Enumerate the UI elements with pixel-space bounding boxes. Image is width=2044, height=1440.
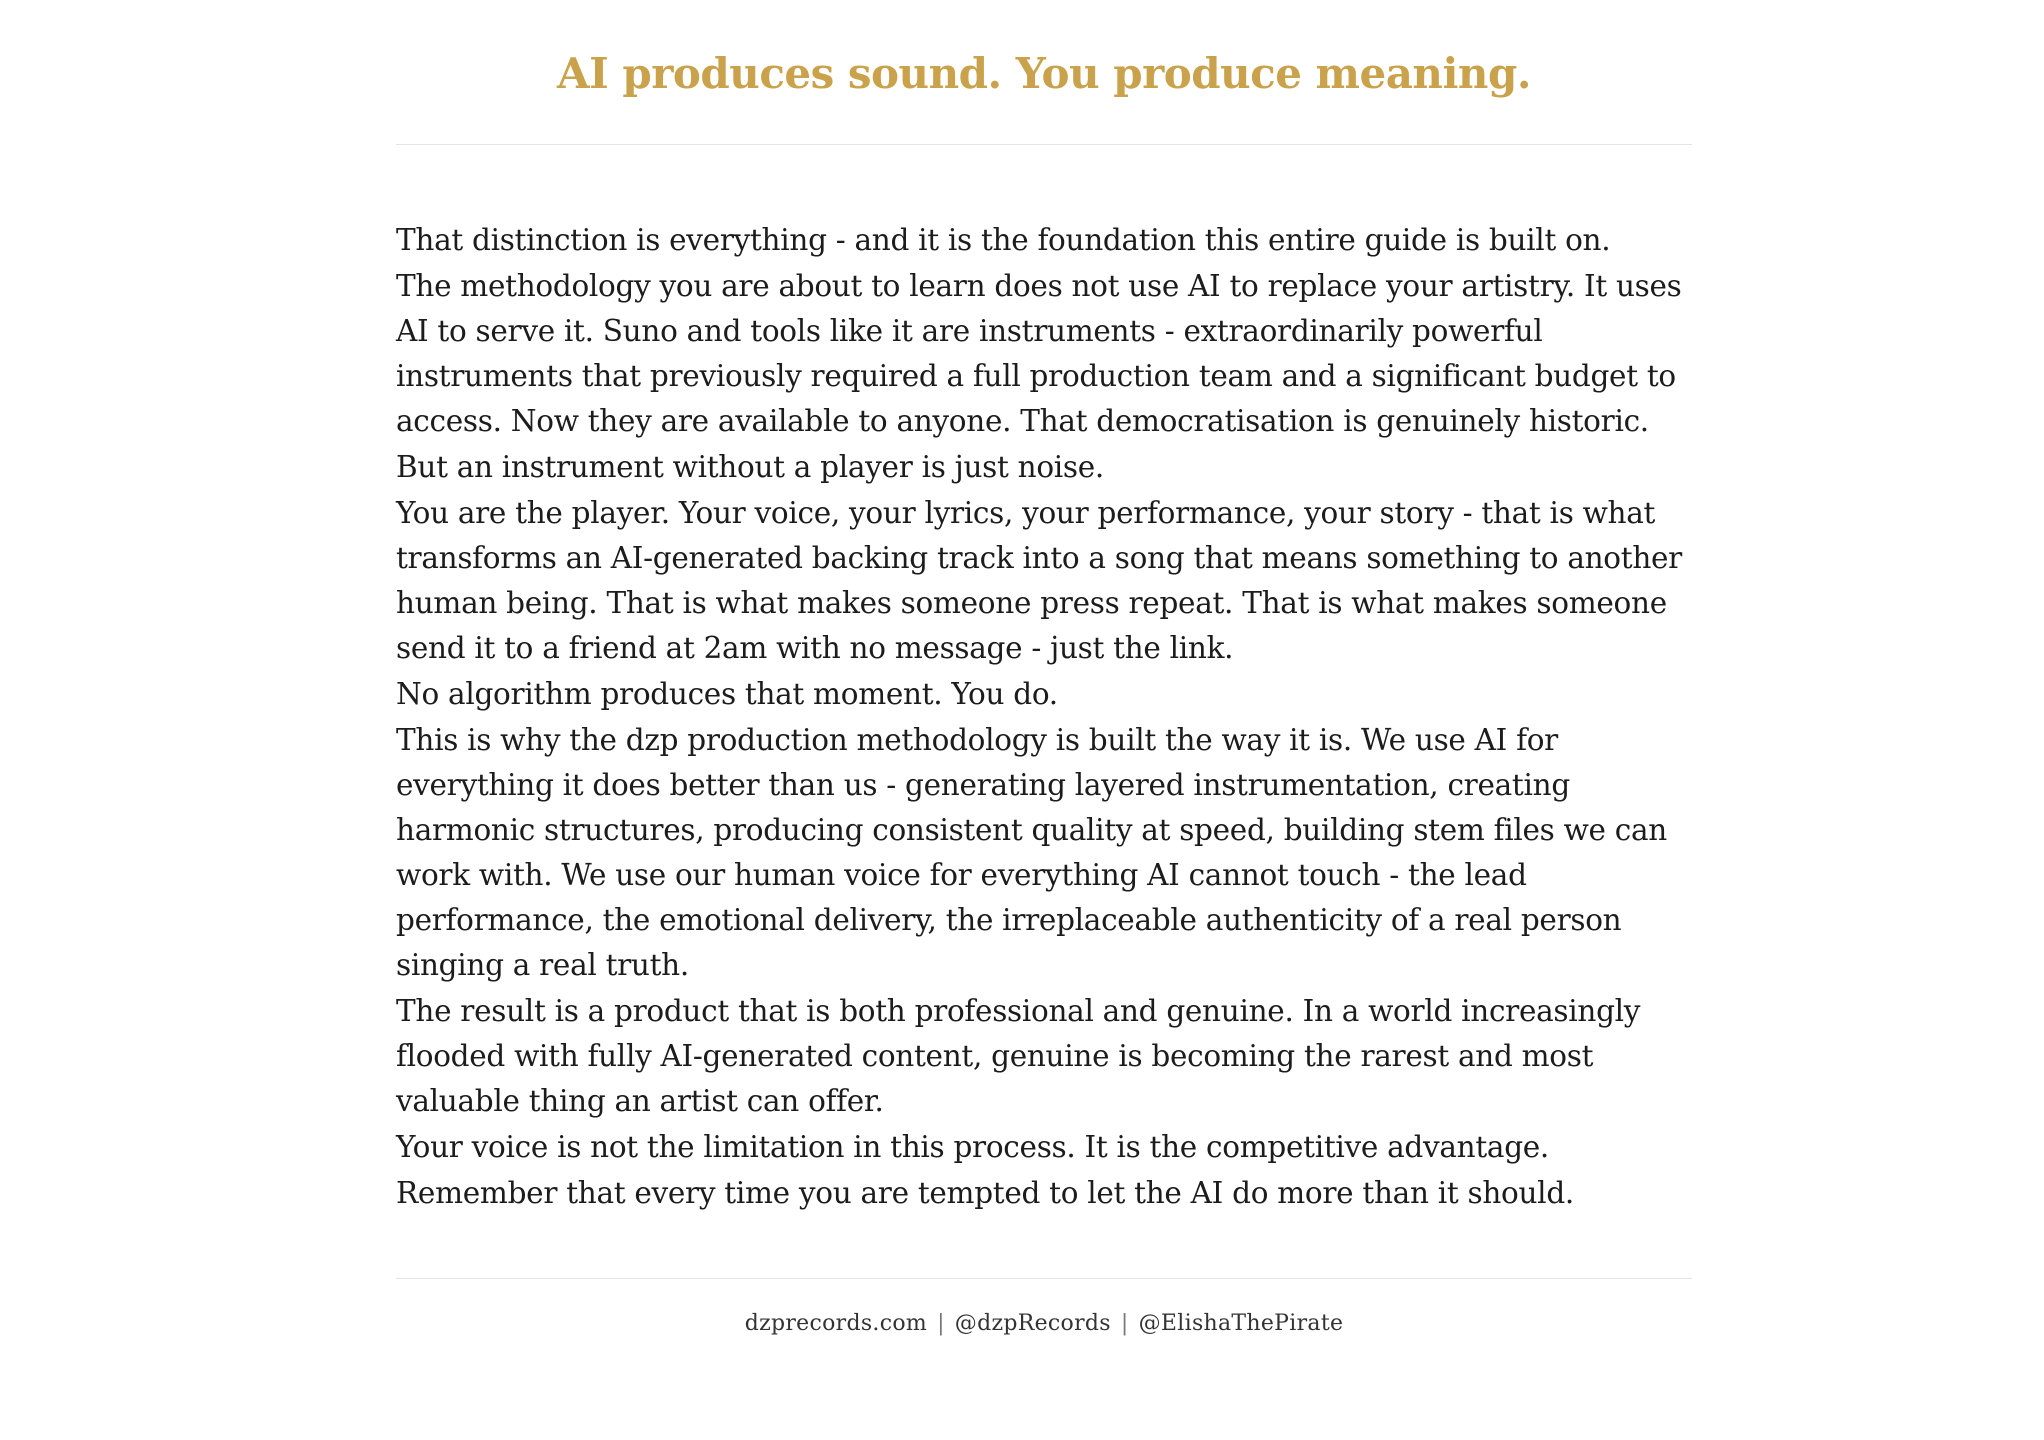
paragraph: But an instrument without a player is just noise. [396, 450, 1105, 484]
footer-link-dzprecords-handle[interactable]: @dzpRecords [954, 1311, 1111, 1336]
paragraph: Remember that every time you are tempted to let the AI do more than it should. [396, 1176, 1574, 1210]
footer-link-elishathepirate-handle[interactable]: @ElishaThePirate [1138, 1311, 1344, 1336]
footer-links [396, 1306, 1692, 1342]
header-divider [396, 144, 1692, 145]
page-title: AI produces sound. You produce meaning. [557, 49, 1531, 98]
paragraph: You are the player. Your voice, your lyrics, your performance, your story - that is what transforms an AI-generated backing track into a song that means something to another human being. That is what makes someone press repeat. That is what makes someone send it to a friend at 2am with no message - just the link. [396, 496, 1682, 665]
paragraph: That distinction is everything - and it is the foundation this entire guide is built on. [396, 223, 1611, 257]
paragraph: The result is a product that is both professional and genuine. In a world increasingly flooded with fully AI-generated content, genuine is becoming the rarest and most valuable thing an artist can offer. [396, 994, 1641, 1118]
footer-divider [396, 1278, 1692, 1279]
paragraph: Your voice is not the limitation in this process. It is the competitive advantage. [396, 1130, 1550, 1164]
body-text [396, 218, 1692, 1217]
footer-link-website[interactable]: dzprecords.com [744, 1311, 928, 1336]
paragraph: No algorithm produces that moment. You do. [396, 677, 1058, 711]
paragraph: This is why the dzp production methodology is built the way it is. We use AI for everything it does better than us - generating layered instrumentation, creating harmonic structures, producing consistent quality at speed, building stem files we can work with. We use our human voice for everything AI cannot touch - the lead performance, the emotional delivery, the irreplaceable authenticity of a real person singing a real truth. [396, 723, 1667, 982]
footer-separator: | [1120, 1311, 1129, 1336]
paragraph: The methodology you are about to learn does not use AI to replace your artistry. It uses AI to serve it. Suno and tools like it are instruments - extraordinarily powerful instruments that previously required a full production team and a significant budget to access. Now they are available to anyone. That democratisation is genuinely historic. [396, 269, 1682, 438]
footer-separator: | [937, 1311, 945, 1336]
